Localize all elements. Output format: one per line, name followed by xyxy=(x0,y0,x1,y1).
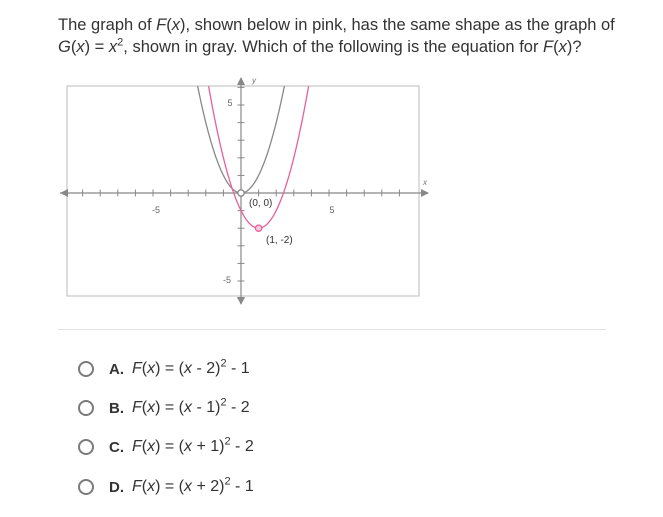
q-text: )? xyxy=(566,38,582,56)
radio-c[interactable] xyxy=(78,439,94,455)
x-axis-label: x xyxy=(423,178,427,187)
choice-var: x xyxy=(184,438,192,455)
choice-var: x xyxy=(147,360,156,377)
choice-letter: C. xyxy=(109,438,124,456)
choice-exponent: 2 xyxy=(220,396,227,409)
choice-exponent: 2 xyxy=(224,475,231,488)
point-label-origin: (0, 0) xyxy=(249,198,273,209)
choice-inner: - 2) xyxy=(192,360,221,377)
choice-inner: + 2) xyxy=(192,478,225,495)
q-gname: G xyxy=(58,38,71,56)
radio-b[interactable] xyxy=(78,400,94,416)
q-text: , shown in gray. Which of the following is the equation for xyxy=(123,38,544,56)
q-var: x xyxy=(76,38,85,56)
choice-tail: - 2 xyxy=(230,438,254,455)
x-tick-label-neg5: -5 xyxy=(151,205,161,215)
q-var: x xyxy=(558,38,567,56)
q-var: x xyxy=(108,38,118,56)
y-axis-up-arrow-icon xyxy=(237,77,245,85)
choice-expression: $F(x) = (x + 2)^2 - 1$ xyxy=(132,475,254,495)
choice-fname: F xyxy=(132,399,142,416)
choice-expression: F(x) = (x - 1)$^2$ - 2 xyxy=(132,396,250,416)
choice-tail: - 1 xyxy=(226,360,250,377)
q-text: ) = xyxy=(84,38,109,56)
choice-var: x xyxy=(184,478,192,495)
choice-exponent: 2 xyxy=(220,357,227,370)
point-origin xyxy=(238,190,244,196)
q-exponent: 2 xyxy=(117,36,124,49)
choice-letter: B. xyxy=(109,399,124,417)
question-text xyxy=(58,14,618,58)
y-axis-label: y xyxy=(252,76,256,85)
point-vertex xyxy=(255,225,261,231)
choice-fname: F xyxy=(132,438,142,455)
y-tick-label-5: 5 xyxy=(227,98,233,108)
q-text: ), shown below in pink, has the same shape as the graph of xyxy=(180,16,615,34)
radio-a[interactable] xyxy=(78,361,94,377)
q-text: ( xyxy=(70,38,77,56)
choice-letter: D. xyxy=(109,478,124,496)
choice-expression: F(x) = (x - 2)$^2$ - 1 xyxy=(132,357,250,377)
choice-inner: + 1) xyxy=(192,438,225,455)
choice-c[interactable] xyxy=(78,434,254,460)
graph xyxy=(50,72,440,312)
choice-letter: A. xyxy=(109,360,124,378)
q-text: ( xyxy=(553,38,559,56)
choice-d[interactable] xyxy=(78,474,254,500)
choice-var: x xyxy=(147,399,156,416)
choice-fname: F xyxy=(132,360,142,377)
choice-var: x xyxy=(147,478,156,495)
q-fname: F xyxy=(543,38,554,56)
q-text: The graph of xyxy=(58,16,157,34)
q-text: ( xyxy=(166,16,172,34)
choice-var: x xyxy=(147,438,156,455)
choice-b[interactable] xyxy=(78,395,250,421)
x-axis-left-arrow-icon xyxy=(60,189,68,197)
choice-tail: - 1 xyxy=(230,478,254,495)
choice-fname: F xyxy=(132,478,142,495)
point-label-vertex: (1, -2) xyxy=(266,235,293,246)
choice-inner: - 1) xyxy=(192,399,221,416)
choice-var: x xyxy=(184,399,192,416)
choice-exponent: 2 xyxy=(224,435,231,448)
x-tick-label-5: 5 xyxy=(329,205,335,215)
choice-var: x xyxy=(184,360,192,377)
q-var: x xyxy=(171,16,180,34)
x-axis-right-arrow-icon xyxy=(421,189,429,197)
y-tick-label-neg5: -5 xyxy=(222,275,232,285)
divider xyxy=(58,329,606,330)
choice-expression: $F(x) = (x + 1)^2 - 2$ xyxy=(132,435,254,455)
choice-tail: - 2 xyxy=(226,399,250,416)
q-fname: F xyxy=(156,16,167,34)
radio-d[interactable] xyxy=(78,479,94,495)
y-axis-down-arrow-icon xyxy=(237,297,245,305)
choice-a[interactable] xyxy=(78,356,250,382)
